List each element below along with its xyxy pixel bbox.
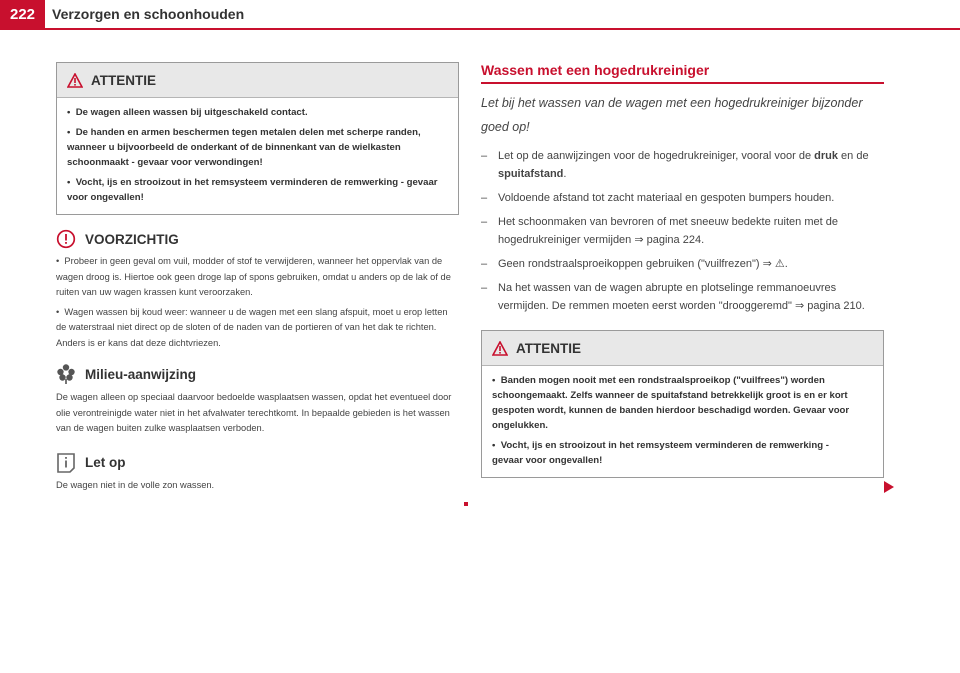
warning-title: ATTENTIE xyxy=(516,340,581,356)
list-item: • Vocht, ijs en strooizout in het remsysteem verminderen de remwerking - gevaar voor ongevallen! xyxy=(67,177,438,203)
environment-text: De wagen alleen op speciaal daarvoor bedoelde wasplaatsen wassen, opdat het eventueel door olie verontreinigde water niet in het afvalwater terechtkomt. In bepaalde gebieden is het wassen van de wagen buiten zulke wasplaatsen verboden. xyxy=(56,392,452,433)
section-heading: Wassen met een hogedrukreiniger xyxy=(481,62,710,78)
list-item: • De handen en armen beschermen tegen metalen delen met scherpe randen, wanneer u bijvoorbeeld de onderkant of de binnenkant van de wielkasten schoonmaakt - gevaar voor verwondingen! xyxy=(67,127,421,168)
warning-triangle-icon xyxy=(67,73,83,88)
note-title: Let op xyxy=(85,455,126,470)
section-intro: Let bij het wassen van de wagen met een hogedrukreiniger bijzonder goed op! xyxy=(481,96,863,134)
left-column xyxy=(56,62,459,493)
list-item: • Banden mogen nooit met een rondstraalsproeikop ("vuilfrees") worden schoongemaakt. Zelfs wanneer de spuitafstand betrekkelijk groot is en er kort gespoten wordt, kunnen de banden hierdoor beschadigd worden. Gevaar voor ongelukken. xyxy=(492,375,850,431)
list-item: • Vocht, ijs en strooizout in het remsysteem verminderen de remwerking - gevaar voor ongevallen! xyxy=(492,440,829,466)
caution-heading xyxy=(56,229,459,249)
warning-title: ATTENTIE xyxy=(91,72,156,88)
warning-box xyxy=(56,62,459,215)
continue-arrow-icon xyxy=(884,481,894,493)
warning-triangle-icon xyxy=(492,341,508,356)
list-item: • De wagen alleen wassen bij uitgeschakeld contact. xyxy=(67,107,308,118)
list-item: – Geen rondstraalsproeikoppen gebruiken ("vuilfrezen") ⇒ ⚠. xyxy=(481,258,788,270)
running-title: Verzorgen en schoonhouden xyxy=(52,6,245,22)
environment-icon xyxy=(56,363,76,385)
header-rule xyxy=(0,28,960,30)
caution-icon xyxy=(56,229,76,249)
section-end-marker xyxy=(464,502,468,506)
warning-box-header xyxy=(482,331,883,366)
note-text: De wagen niet in de volle zon wassen. xyxy=(56,479,215,490)
environment-title: Milieu-aanwijzing xyxy=(85,366,197,382)
list-item: • Wagen wassen bij koud weer: wanneer u de wagen met een slang afspuit, moet u erop letten de waterstraal niet direct op de sloten of de naden van de portieren of van het dak te richten. Anders is er kans dat deze dichtvriezen. xyxy=(56,306,448,348)
right-column xyxy=(481,62,884,478)
list-item: • Probeer in geen geval om vuil, modder of stof te verwijderen, wanneer het oppervlak van de wagen droog is. Hiertoe ook geen droge lap of spons gebruiken, omdat u anders op de lak of de ruiten van uw wagen krassen kunt veroorzaken. xyxy=(56,256,451,297)
note-heading xyxy=(56,453,459,473)
warning-box-header xyxy=(57,63,458,98)
page-number: 222 xyxy=(0,0,45,29)
list-item: – Na het wassen van de wagen abrupte en plotselinge remmanoeuvres vermijden. De remmen moeten eerst worden "drooggeremd" ⇒ pagina 210. xyxy=(481,282,865,312)
section-heading-rule xyxy=(481,82,884,84)
info-icon xyxy=(56,453,76,473)
caution-title: VOORZICHTIG xyxy=(85,231,179,247)
list-item: – Het schoonmaken van bevroren of met sneeuw bedekte ruiten met de hogedrukreiniger vermijden ⇒ pagina 224. xyxy=(481,216,838,246)
warning-box xyxy=(481,330,884,478)
list-item: – Let op de aanwijzingen voor de hogedrukreiniger, vooral voor de druk en de spuitafstand. xyxy=(481,150,869,180)
list-item: – Voldoende afstand tot zacht materiaal en gespoten bumpers houden. xyxy=(481,192,835,204)
environment-heading xyxy=(56,363,459,385)
